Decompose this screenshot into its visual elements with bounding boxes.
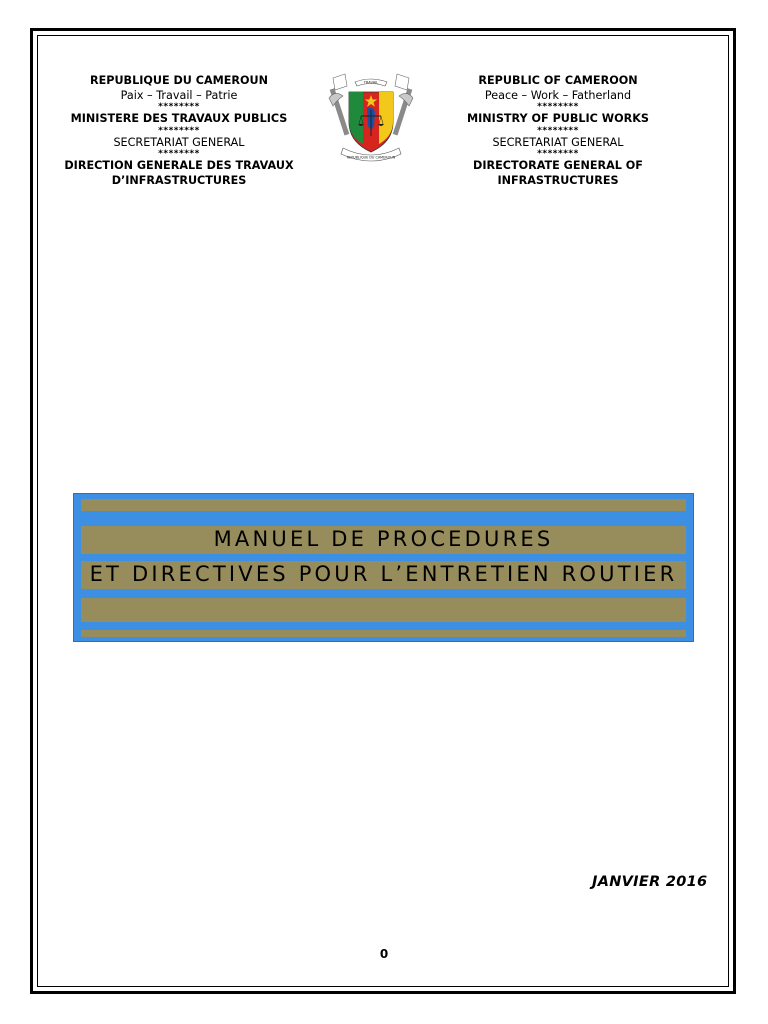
ministry-en: MINISTRY OF PUBLIC WORKS [467,112,649,126]
directorate-fr-line2: D’INFRASTRUCTURES [111,173,247,187]
directorate-fr-line1: DIRECTION GENERALE DES TRAVAUX [64,159,294,173]
ribbon-top-text: TRAVAIL [363,80,379,85]
directorate-en-line1: DIRECTORATE GENERAL OF [473,159,643,173]
banner-stripe [81,598,686,622]
ribbon-bottom-text: REPUBLIQUE DU CAMEROUN [346,155,396,160]
secretariat-en: SECRETARIAT GENERAL [492,135,624,149]
coat-of-arms-icon [327,70,415,166]
country-name-en: REPUBLIC OF CAMEROON [478,74,638,87]
banner-stripe [81,499,686,511]
ministry-fr: MINISTERE DES TRAVAUX PUBLICS [70,112,288,126]
document-title-line2: ET DIRECTIVES POUR L’ENTRETIEN ROUTIER [89,562,678,586]
banner-stripe [81,630,686,637]
title-banner [73,493,694,642]
separator: ******** [537,125,579,136]
document-title-line1: MANUEL DE PROCEDURES [213,527,554,551]
page-number: 0 [379,947,389,961]
secretariat-fr: SECRETARIAT GENERAL [113,135,245,149]
separator: ******** [158,125,200,136]
header-french [34,74,324,189]
separator: ******** [537,102,579,113]
header-english [413,74,703,189]
motto-en: Peace – Work – Fatherland [484,88,632,102]
separator: ******** [158,149,200,160]
country-name-fr: REPUBLIQUE DU CAMEROUN [90,74,268,87]
publication-date: JANVIER 2016 [592,874,708,890]
separator: ******** [537,149,579,160]
motto-fr: Paix – Travail – Patrie [120,88,238,102]
directorate-en-line2: INFRASTRUCTURES [497,173,619,187]
separator: ******** [158,102,200,113]
